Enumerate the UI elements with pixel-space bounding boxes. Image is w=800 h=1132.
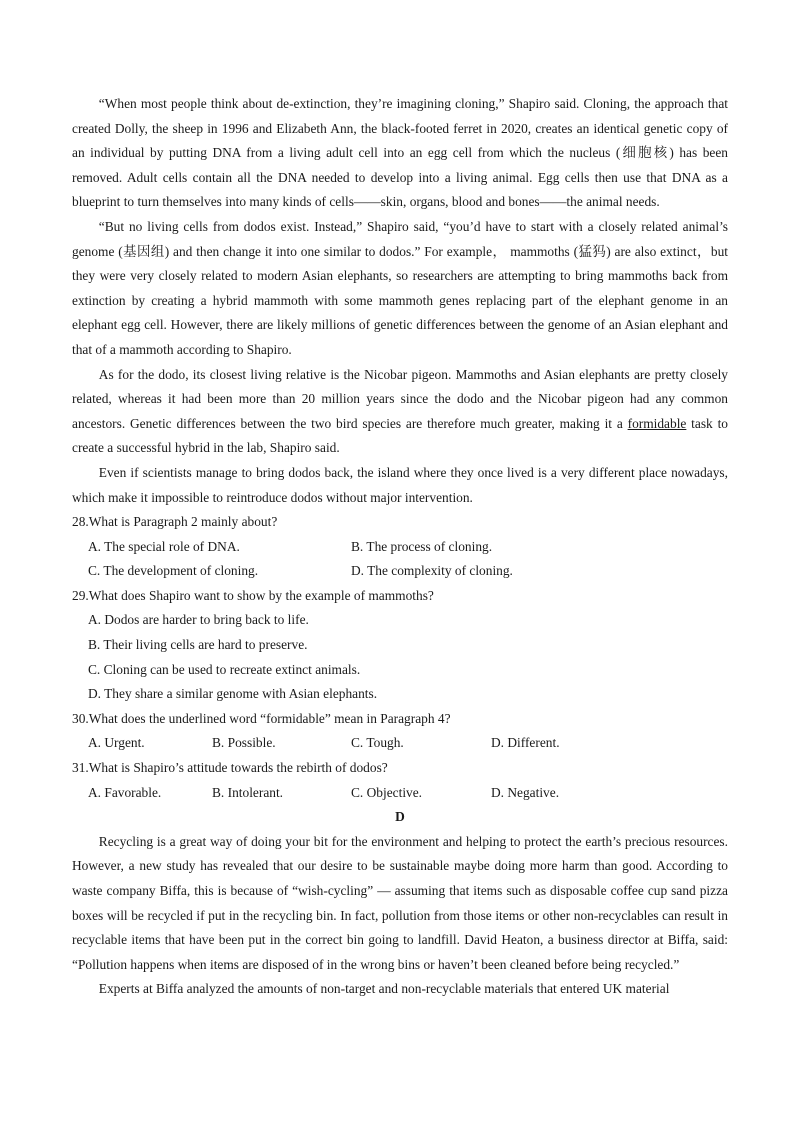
option-a: A. The special role of DNA. (88, 538, 240, 554)
question-29 (72, 584, 728, 707)
paragraph-3-text-before: As for the dodo, its closest living relative is the Nicobar pigeon. Mammoths and Asian elephants are pretty closely related, whereas it had been more than 20 million years since the dodo and the Nicobar pigeon had any common ancestors. Genetic differences between the two bird species are therefore much greater, making it a (72, 366, 728, 431)
passage-c-paragraph-2: “But no living cells from dodos exist. Instead,” Shapiro said, “you’d have to start with a closely related animal’s genome (基因组) and then change it into one similar to dodos.” For example， mammoths (猛犸) are also extinct，but they were very closely related to modern Asian elephants, so researchers are attempting to bring mammoths back from extinction by creating a hybrid mammoth with some mammoth genes replacing part of the elephant genome in an elephant egg cell. However, there are likely millions of genetic differences between the genome of an Asian elephant and that of a mammoth according to Shapiro. (72, 218, 728, 357)
option-b: B. Possible. (212, 735, 276, 751)
passage-d (72, 805, 728, 1002)
option-c: C. Objective. (351, 784, 423, 800)
option-c: C. Cloning can be used to recreate extinct animals. (88, 661, 361, 677)
option-a: A. Favorable. (88, 784, 162, 800)
options-row (72, 781, 728, 806)
options-row (72, 535, 728, 560)
options-row (72, 731, 728, 756)
question-stem: 31.What is Shapiro’s attitude towards the rebirth of dodos? (72, 760, 388, 776)
question-31 (72, 756, 728, 805)
question-stem: 28.What is Paragraph 2 mainly about? (72, 514, 278, 530)
option-d: D. Different. (491, 735, 560, 751)
document-content (72, 92, 728, 1002)
question-28 (72, 510, 728, 584)
passage-d-paragraph-2: Experts at Biffa analyzed the amounts of non-target and non-recyclable materials that entered UK material (98, 981, 670, 997)
options-column (72, 608, 728, 706)
option-d: D. Negative. (491, 784, 560, 800)
option-d: D. The complexity of cloning. (351, 563, 513, 579)
question-stem: 30.What does the underlined word “formidable” mean in Paragraph 4? (72, 710, 451, 726)
option-c: C. Tough. (351, 735, 404, 751)
passage-c-paragraph-4: Even if scientists manage to bring dodos back, the island where they once lived is a very different place nowadays, which make it impossible to reintroduce dodos without major intervention. (72, 464, 728, 505)
option-b: B. The process of cloning. (351, 538, 493, 554)
underlined-word-formidable: formidable (627, 415, 687, 431)
passage-c-paragraph-1: “When most people think about de-extinction, they’re imagining cloning,” Shapiro said. Cloning, the approach that created Dolly, the sheep in 1996 and Elizabeth Ann, the black-footed ferret in 2020, creates an identical genetic copy of an individual by putting DNA from a living adult cell into an egg cell from which the nucleus (细胞核) has been removed. Adult cells contain all the DNA needed to develop into a living animal. Egg cells then use that DNA as a blueprint to turn themselves into many kinds of cells——skin, organs, blood and bones——the animal needs. (72, 96, 728, 210)
passage-d-paragraph-1: Recycling is a great way of doing your bit for the environment and helping to protect the earth’s precious resources. However, a new study has revealed that our desire to be sustainable maybe doing more harm than good. According to waste company Biffa, this is because of “wish-cycling” — assuming that items such as disposable coffee cup sand pizza boxes will be recycled if put in the recycling bin. In fact, pollution from those items or other non-recyclables can result in recyclable items that have been put in the correct bin going to landfill. David Heaton, a business director at Biffa, said: “Pollution happens when items are disposed of in the wrong bins or haven’t been cleaned before being recycled.” (72, 833, 728, 972)
option-b: B. Their living cells are hard to preserve. (88, 637, 308, 653)
option-a: A. Dodos are harder to bring back to life. (88, 612, 309, 628)
option-d: D. They share a similar genome with Asian elephants. (88, 686, 378, 702)
section-title: D (395, 809, 405, 825)
question-stem: 29.What does Shapiro want to show by the example of mammoths? (72, 587, 434, 603)
passage-c-paragraph-3 (72, 363, 728, 461)
options-row (72, 559, 728, 584)
option-a: A. Urgent. (88, 735, 145, 751)
question-30 (72, 707, 728, 756)
paragraph-3-text-after: task to create a successful hybrid in the lab, Shapiro said. (72, 415, 728, 456)
option-c: C. The development of cloning. (88, 563, 259, 579)
option-b: B. Intolerant. (212, 784, 284, 800)
